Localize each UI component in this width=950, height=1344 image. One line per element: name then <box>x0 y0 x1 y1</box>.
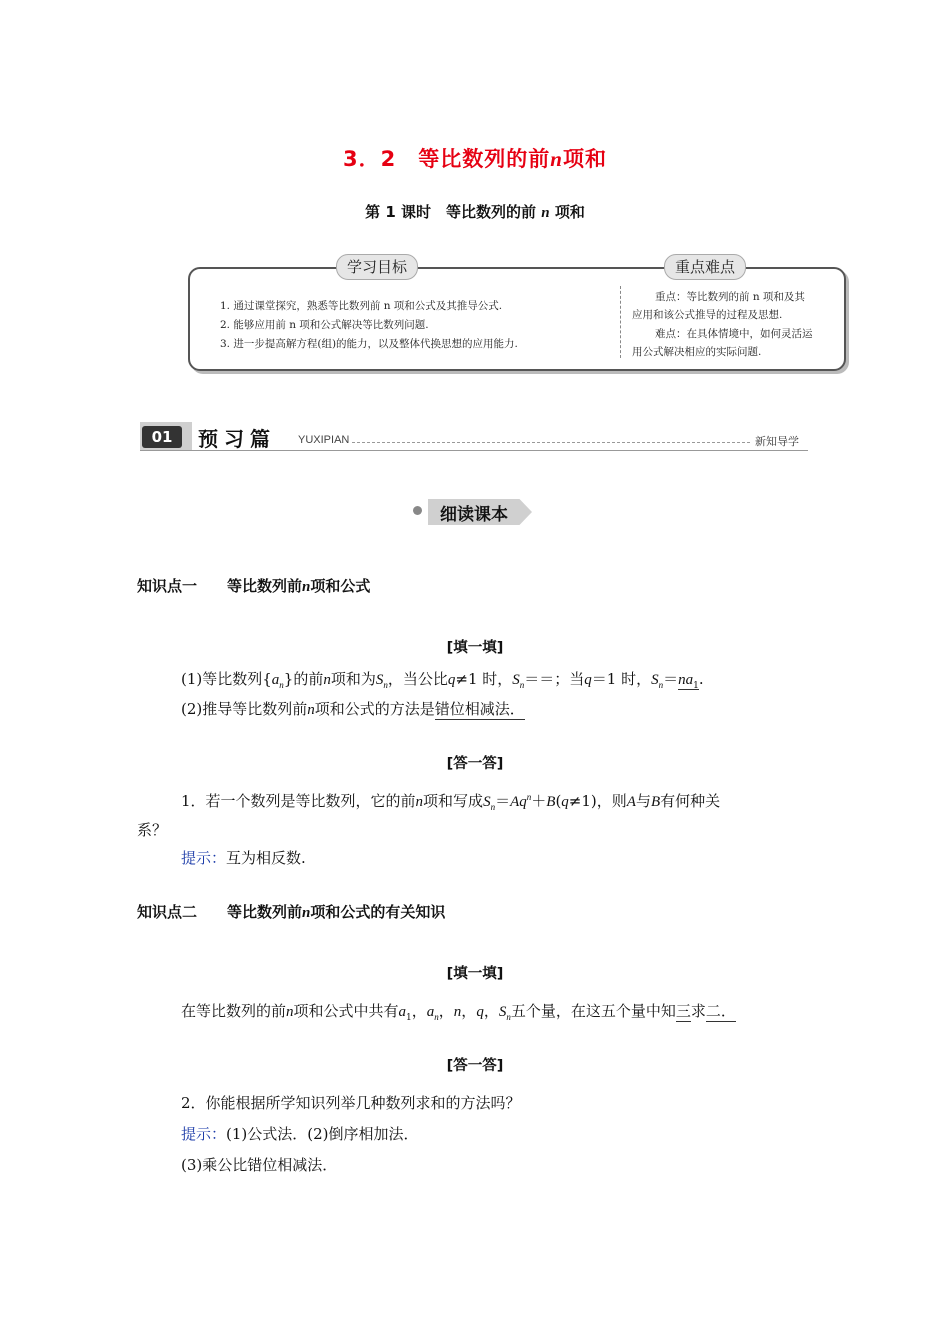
fill-answer: 错位相减法． <box>434 700 525 718</box>
banner-dashed-line <box>352 442 750 443</box>
title-text: 3．2 等比数列的前 <box>343 147 551 171</box>
question-tag: [答一答] <box>446 756 504 772</box>
var: S <box>651 672 659 688</box>
text: 项和为 <box>330 670 376 688</box>
var: n <box>307 702 315 718</box>
var: B <box>546 794 556 810</box>
text: ， <box>461 1002 477 1020</box>
var: B <box>650 794 661 810</box>
subtitle-text-end: 项和 <box>554 203 585 221</box>
fill-answer: 三 <box>675 1002 691 1020</box>
hint-2-line-2: (3)乘公比错位相减法． <box>181 1156 338 1174</box>
text: ， <box>483 1002 499 1020</box>
text: ＝1 时， <box>591 670 652 688</box>
var: a <box>271 672 280 688</box>
text: . <box>698 670 704 688</box>
title-var-n: n <box>550 147 563 171</box>
fill-item-2 <box>181 698 525 719</box>
text: 项和公式的方法是 <box>314 700 435 718</box>
subscript: n <box>506 1012 511 1022</box>
text: ＝ <box>495 792 511 810</box>
goal-item: 2. 能够应用前 n 项和公式解决等比数列问题. <box>220 319 429 331</box>
text: ≠1)，则 <box>568 792 627 810</box>
title-text-end: 项和 <box>562 147 607 171</box>
heading-text-end: 项和公式的有关知识 <box>310 903 446 921</box>
heading-var: n <box>302 905 311 921</box>
knowledge-point-2-heading <box>137 901 445 922</box>
section-banner-title: 预习篇 <box>198 427 276 451</box>
text: ，当公比 <box>387 670 448 688</box>
var: S <box>512 672 520 688</box>
subscript: n <box>519 680 525 690</box>
subtitle-var-n: n <box>541 205 550 221</box>
page-title <box>0 143 950 173</box>
heading-text: 知识点一 等比数列前 <box>137 577 303 595</box>
goal-item: 1. 通过课堂探究，熟悉等比数列前 n 项和公式及其推导公式. <box>220 300 503 312</box>
hint-label: 提示： <box>181 1125 227 1143</box>
fill-in-tag: [填一填] <box>446 966 504 982</box>
hint-text: (1)公式法．(2)倒序相加法． <box>226 1125 419 1143</box>
text: 与 <box>635 792 651 810</box>
text: 1．若一个数列是等比数列，它的前 <box>181 792 416 810</box>
text: (1)等比数列{ <box>181 670 272 688</box>
key-point-line: 应用和该公式推导的过程及思想. <box>632 309 783 321</box>
subscript: n <box>279 680 284 690</box>
hint-label: 提示： <box>181 849 227 867</box>
question-2: 2．你能根据所学知识列举几种数列求和的方法吗？ <box>181 1094 521 1112</box>
key-point-line: 难点：在具体情境中，如何灵活运 <box>655 328 813 340</box>
subtitle-text: 第 1 课时 等比数列的前 <box>365 203 537 221</box>
subscript: 1 <box>406 1013 412 1023</box>
question-1-line-2: 系？ <box>137 821 168 839</box>
hint-text: 互为相反数. <box>226 849 306 867</box>
var: q <box>584 672 592 688</box>
var: q <box>447 672 456 688</box>
hint-2-line-1 <box>181 1123 419 1144</box>
text: 有何种关 <box>660 792 721 810</box>
var: n <box>415 794 424 810</box>
banner-underline <box>140 450 808 451</box>
subscript: n <box>434 1012 439 1022</box>
fill-item-1 <box>181 668 704 691</box>
text: 五个量，在这五个量中知 <box>510 1002 676 1020</box>
var: A <box>626 794 636 810</box>
text: 项和公式中共有 <box>293 1002 399 1020</box>
subscript: 1 <box>693 681 699 691</box>
subscript: n <box>658 680 664 690</box>
section-banner-pinyin: YUXIPIAN <box>298 434 350 446</box>
bullet-dot-icon <box>413 506 422 515</box>
lesson-subtitle <box>0 201 950 222</box>
var: Aq <box>510 794 527 810</box>
fill-answer: 二． <box>705 1002 736 1020</box>
goal-item: 3. 进一步提高解方程(组)的能力，以及整体代换思想的应用能力. <box>220 338 518 350</box>
heading-var: n <box>302 579 311 595</box>
text: }的前 <box>283 670 324 688</box>
key-point-line: 重点：等比数列的前 n 项和及其 <box>655 291 805 303</box>
hint-1 <box>181 847 306 868</box>
learning-goals-tag: 学习目标 <box>336 254 418 280</box>
heading-text-end: 项和公式 <box>310 577 371 595</box>
key-point-line: 用公式解决相应的实际问题. <box>632 346 762 358</box>
section-banner-subtitle: 新知导学 <box>755 435 799 448</box>
var: n <box>323 672 331 688</box>
text: ， <box>438 1002 454 1020</box>
text: 求 <box>690 1002 706 1020</box>
fill-in-tag: [填一填] <box>446 640 504 656</box>
var: a <box>426 1004 435 1020</box>
answer-var: na <box>678 672 694 688</box>
knowledge-point-1-heading <box>137 575 370 596</box>
var: a <box>398 1004 407 1020</box>
text: (2)推导等比数列前 <box>181 700 308 718</box>
key-points-tag: 重点难点 <box>664 254 746 280</box>
var: S <box>483 794 491 810</box>
subscript: n <box>383 680 388 690</box>
var: S <box>375 672 384 688</box>
section-label: 细读课本 <box>440 505 508 525</box>
var: S <box>498 1004 507 1020</box>
text: ＋ <box>531 792 547 810</box>
var: q <box>561 794 569 810</box>
superscript: n <box>526 792 532 802</box>
question-tag: [答一答] <box>446 1058 504 1074</box>
text: ≠1 时， <box>455 670 513 688</box>
question-1-line-1 <box>181 790 720 812</box>
subscript: n <box>490 802 496 812</box>
text: 项和写成 <box>423 792 484 810</box>
text: ， <box>411 1002 427 1020</box>
fill-item-3 <box>181 1000 736 1023</box>
var: n <box>453 1004 462 1020</box>
box-divider <box>620 286 621 358</box>
text: ( <box>555 792 562 810</box>
text: ＝＝；当 <box>524 670 585 688</box>
text: 在等比数列的前 <box>181 1002 287 1020</box>
section-number-badge: 01 <box>142 426 182 448</box>
text: ＝ <box>663 670 679 688</box>
var: q <box>476 1004 484 1020</box>
var: n <box>286 1004 294 1020</box>
heading-text: 知识点二 等比数列前 <box>137 903 303 921</box>
